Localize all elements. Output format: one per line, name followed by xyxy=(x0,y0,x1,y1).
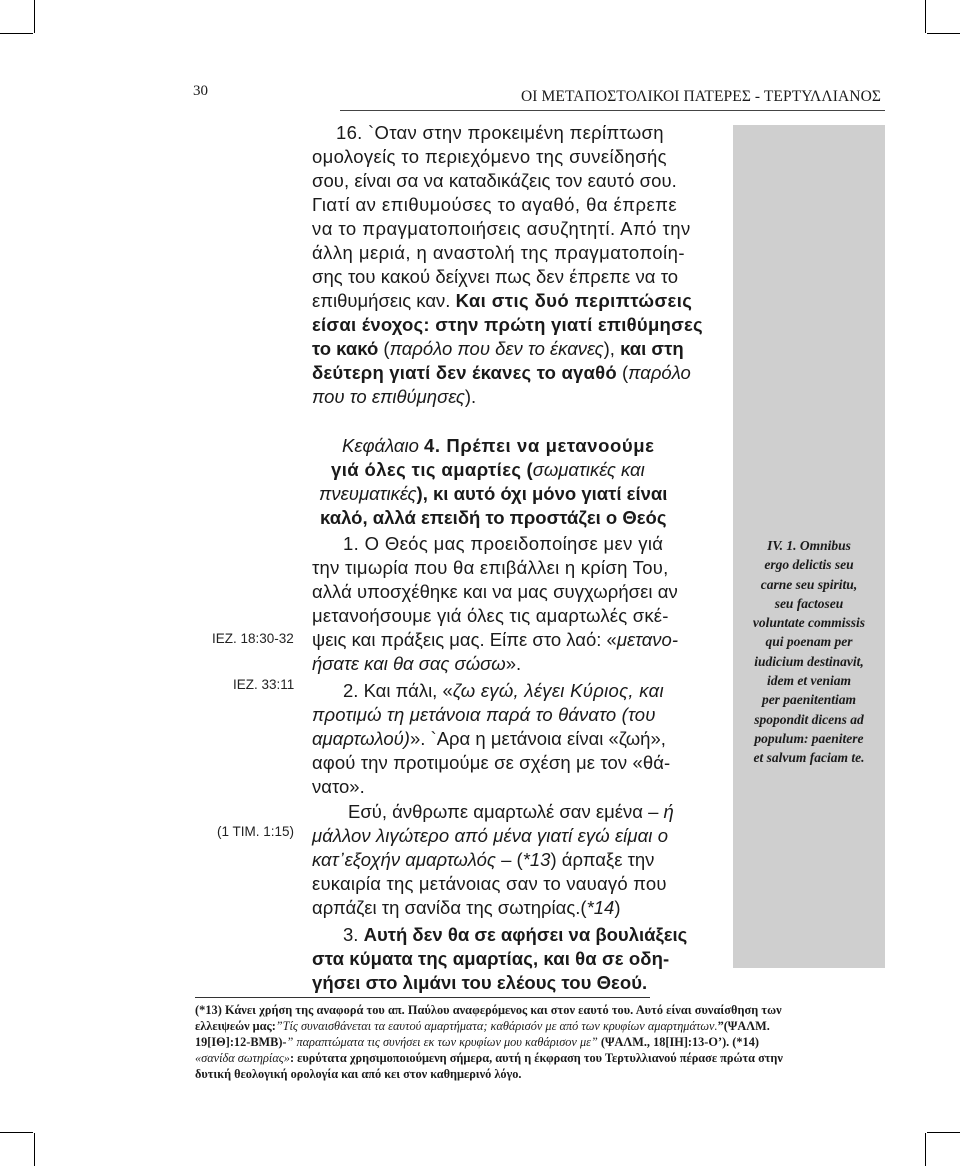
para2-line: αφού την προτιμούμε σε σχέση με τον «θά- xyxy=(312,752,671,773)
para1-line: μετανοήσουμε γιά όλες τις αμαρτωλές σκέ- xyxy=(312,605,669,626)
latin-original-text xyxy=(738,536,880,768)
text-run: ( xyxy=(378,338,390,359)
text-run: 2. Και πάλι, « xyxy=(343,680,453,701)
para3-line: γήσει στο λιμάνι του ελέους του Θεού. xyxy=(312,972,648,993)
section16-line xyxy=(312,385,476,409)
text-run: – ( xyxy=(495,849,523,870)
section16-line xyxy=(312,361,691,385)
text-run: ) xyxy=(614,897,621,918)
footnote-ref: *14 xyxy=(586,897,615,918)
emphasis-italic: σωματικές και xyxy=(532,459,645,480)
scripture-reference: ΙΕΖ. 33:11 xyxy=(233,677,295,692)
crop-mark-bottom-right xyxy=(925,1133,926,1166)
para2-line xyxy=(312,727,666,751)
text-run: ελλειψεών μας: xyxy=(195,1019,276,1033)
para1-line xyxy=(312,652,521,676)
section16-line: 16. `Οταν στην προκειμένη περίπτωση xyxy=(336,122,664,143)
section16-line: να το πραγματοποιήσεις ασυζητητί. Από την xyxy=(312,218,691,239)
footnote-line xyxy=(195,1050,783,1067)
emphasis-bold: δεύτερη γιατί δεν έκανες το αγαθό xyxy=(312,362,617,383)
crop-mark-left-bottom xyxy=(0,1132,33,1133)
latin-line: per paenitentiam xyxy=(761,692,857,708)
para1-line: αλλά υποσχέθηκε και να μας συγχωρήσει αν xyxy=(312,581,678,602)
running-title: ΟΙ ΜΕΤΑΠΟΣΤΟΛΙΚΟΙ ΠΑΤΕΡΕΣ - ΤΕΡΤΥΛΛΙΑΝΟΣ xyxy=(521,88,881,105)
para3-line: στα κύματα της αμαρτίας, και θα σε οδη- xyxy=(312,948,670,969)
para-sinner-line xyxy=(312,848,654,872)
footnote-line: δυτική θεολογική ορολογία και από κει στον καθημερινό λόγο. xyxy=(195,1067,522,1081)
text-run: ). xyxy=(464,386,477,407)
para1-line: 1. Ο Θεός μας προειδοποίησε μεν γιά xyxy=(343,533,664,554)
crop-mark-top-left xyxy=(34,0,35,33)
emphasis-italic: μετανο- xyxy=(616,629,679,650)
section16-line: σου, είναι σα να καταδικάζεις τον εαυτό σου. xyxy=(312,170,677,191)
footnote-line xyxy=(195,1034,759,1051)
latin-line: et salvum faciam te. xyxy=(753,750,865,766)
para2-line: νατο». xyxy=(312,776,365,797)
emphasis-italic: παρόλο xyxy=(628,362,691,383)
crop-mark-bottom-left xyxy=(34,1133,35,1166)
latin-line: voluntate commissis xyxy=(752,615,866,631)
chapter-heading-line xyxy=(319,482,667,506)
chapter-label: Κεφάλαιο xyxy=(342,435,425,456)
text-run: 3. xyxy=(343,924,364,945)
emphasis-italic: παρόλο που δεν το έκανες xyxy=(389,338,604,359)
section16-line xyxy=(312,289,692,313)
footnote-line xyxy=(195,1018,770,1035)
latin-line: ergo delictis seu xyxy=(764,557,854,573)
quotation: ”Τίς συναισθάνεται τα εαυτού αμαρτήματα; καθάρισόν με από των κρυφίων αμαρτημάτων. xyxy=(275,1019,718,1033)
emphasis-italic: ή xyxy=(663,801,674,822)
emphasis-bold: το κακό xyxy=(312,338,379,359)
crop-mark-top-right xyxy=(925,0,926,33)
text-run: ), xyxy=(603,338,621,359)
latin-line: carne seu spiritu, xyxy=(760,576,858,592)
para-sinner-line: μάλλον λιγώτερο από μένα γιατί εγώ είμαι ο xyxy=(312,825,669,846)
section16-line: είσαι ένοχος: στην πρώτη γιατί επιθύμησες xyxy=(312,314,703,335)
latin-line: seu factoseu xyxy=(774,595,844,611)
footnote-rule xyxy=(195,997,650,998)
para-sinner-line: ευκαιρία της μετάνοιας σαν το ναυαγό που xyxy=(312,873,667,894)
footnote-ref: *13 xyxy=(522,849,551,870)
text-run: ”(ΨΑΛΜ. xyxy=(717,1019,770,1033)
chapter-title: 4. Πρέπει να μετανοούμε xyxy=(424,435,655,456)
emphasis-bold: Αυτή δεν θα σε αφήσει να βουλιάξεις xyxy=(363,924,688,945)
section16-line: άλλη μεριά, η αναστολή της πραγματοποίη- xyxy=(312,242,685,263)
text-run: ) άρπαξε την xyxy=(550,849,655,870)
latin-line: iudicium destinavit, xyxy=(754,653,864,669)
text-run: ( xyxy=(521,459,533,480)
para-sinner-line xyxy=(348,800,674,824)
text-run: ψεις και πράξεις μας. Είπε στο λαό: « xyxy=(312,629,617,650)
para2-line xyxy=(343,679,664,703)
text-run: Εσύ, άνθρωπε αμαρτωλέ σαν εμένα – xyxy=(348,801,664,822)
chapter-title: γιά όλες τις αμαρτίες xyxy=(331,459,522,480)
crop-mark-right-top xyxy=(927,33,960,34)
emphasis-italic: πνευματικές xyxy=(319,483,417,504)
text-run: : ευρύτατα χρησιμοποιούμενη σήμερα, αυτή η έκφραση του Τερτυλλιανού πέρασε πρώτα στην xyxy=(289,1051,783,1065)
latin-line: populum: paenitere xyxy=(754,730,864,746)
emphasis-italic: που το επιθύμησες xyxy=(312,386,465,407)
text-run: επιθυμήσεις καν. xyxy=(312,290,456,311)
emphasis-bold: και στη xyxy=(620,338,684,359)
emphasis-italic: κατ᾽εξοχήν αμαρτωλός xyxy=(312,849,496,870)
quotation: «σανίδα σωτηρίας» xyxy=(195,1051,290,1065)
text-run: αρπάζει τη σανίδα της σωτηρίας.( xyxy=(312,897,587,918)
scripture-reference: (1 ΤΙΜ. 1:15) xyxy=(217,824,295,839)
chapter-title: ), κι αυτό όχι μόνο γιατί είναι xyxy=(416,483,668,504)
text-run: ( xyxy=(616,362,629,383)
crop-mark-right-bottom xyxy=(927,1132,960,1133)
para3-line xyxy=(343,923,687,947)
section16-line: σης του κακού δείχνει πως δεν έπρεπε να το xyxy=(312,266,679,287)
para2-line: προτιμώ τη μετάνοια παρά το θάνατο (του xyxy=(312,704,656,725)
text-run: (ΨΑΛΜ., 18[ΙΗ]:13-Ο’). (*14) xyxy=(597,1035,759,1049)
latin-line: idem et veniam xyxy=(767,673,851,689)
text-run: 19[ΙΘ]:12-ΒΜΒ)- xyxy=(195,1035,287,1049)
page-number: 30 xyxy=(193,83,208,99)
text-run: ». xyxy=(505,653,522,674)
text-run: ». `Αρα η μετάνοια είναι «ζωή», xyxy=(409,728,666,749)
section16-line: ομολογείς το περιεχόμενο της συνείδησής xyxy=(312,146,667,167)
para-sinner-line xyxy=(312,896,621,920)
crop-mark-left-top xyxy=(0,33,33,34)
section16-line xyxy=(312,337,684,361)
para1-line xyxy=(312,628,678,652)
chapter-heading-line xyxy=(331,458,645,482)
emphasis-italic: ζω εγώ, λέγει Κύριος, και xyxy=(452,680,664,701)
emphasis-bold: Και στις δυό περιπτώσεις xyxy=(455,290,693,311)
para1-line: την τιμωρία που θα επιβάλλει η κρίση Του, xyxy=(312,557,669,578)
quotation: ” παραπτώματα τις συνήσει εκ των κρυφίων μου καθάρισον με” xyxy=(286,1035,598,1049)
header-rule xyxy=(340,110,885,111)
chapter-heading-line: καλό, αλλά επειδή το προστάζει ο Θεός xyxy=(320,507,667,528)
section16-line: Γιατί αν επιθυμούσες το αγαθό, θα έπρεπε xyxy=(312,194,678,215)
latin-line: IV. 1. Omnibus xyxy=(767,538,851,553)
emphasis-italic: ήσατε και θα σας σώσω xyxy=(312,653,506,674)
scripture-reference: ΙΕΖ. 18:30-32 xyxy=(212,631,294,646)
latin-line: spopondit dicens ad xyxy=(754,711,864,727)
footnote-line: (*13) Κάνει χρήση της αναφορά του απ. Παύλου αναφερόμενος και στον εαυτό του. Αυτό είναι συναίσθηση των xyxy=(195,1003,782,1017)
emphasis-italic: αμαρτωλού) xyxy=(312,728,410,749)
chapter-heading-line xyxy=(342,434,655,458)
latin-line: qui poenam per xyxy=(765,634,853,650)
